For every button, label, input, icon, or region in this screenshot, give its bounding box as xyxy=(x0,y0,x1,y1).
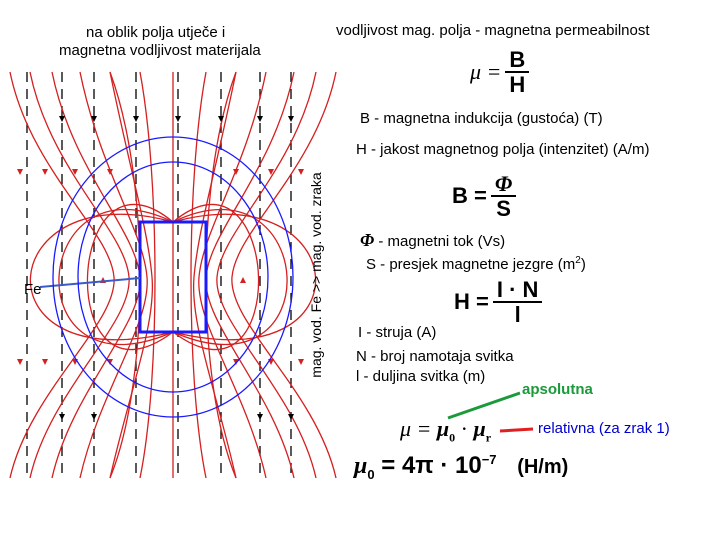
field-arrow xyxy=(59,414,65,420)
mu-r-lhs: μ = xyxy=(400,416,432,441)
field-arrow xyxy=(91,414,97,420)
current-definition: I - struja (A) xyxy=(358,324,437,341)
field-strength-formula xyxy=(454,278,542,326)
b-numerator: Φ xyxy=(491,172,516,197)
field-arrow xyxy=(59,116,65,122)
field-arrow xyxy=(133,116,139,122)
mu0-value-unit: (H/m) xyxy=(517,456,569,478)
h-lhs: H = xyxy=(454,289,489,315)
multiply-dot: · xyxy=(460,416,468,441)
field-line xyxy=(173,210,287,345)
apsolutna-pointer xyxy=(448,393,520,418)
fe-pointer-line xyxy=(40,278,140,287)
field-arrow xyxy=(17,169,23,175)
mur-sub: r xyxy=(485,430,492,445)
field-arrow xyxy=(175,116,181,122)
field-line xyxy=(173,204,259,349)
mu-denominator: H xyxy=(509,72,526,98)
mu-numerator: B xyxy=(505,48,529,73)
permeability-formula xyxy=(470,48,529,96)
b-lhs: B = xyxy=(452,183,487,209)
field-arrow xyxy=(240,277,246,283)
h-definition: H - jakost magnetnog polja (intenzitet) (A/m) xyxy=(356,141,650,158)
mu0-value-exponent: −7 xyxy=(481,452,497,467)
field-line xyxy=(140,72,155,478)
fe-label: Fe xyxy=(24,281,42,298)
phi-definition-text: - magnetni tok (Vs) xyxy=(378,233,506,250)
vacuum-permeability-value xyxy=(354,452,568,482)
field-arrow xyxy=(298,169,304,175)
field-arrow xyxy=(42,169,48,175)
b-denominator: S xyxy=(496,196,511,222)
field-arrow xyxy=(218,116,224,122)
page-title: vodljivost mag. polja - magnetna permeabilnost xyxy=(336,22,650,39)
shape-caption-line1: na oblik polja utječe i xyxy=(86,24,226,41)
turns-definition: N - broj namotaja svitka xyxy=(356,348,514,365)
field-line xyxy=(194,72,236,478)
phi-symbol: Φ xyxy=(360,230,375,250)
mu0-sub: 0 xyxy=(449,430,456,445)
s-definition xyxy=(366,255,586,273)
h-numerator: I · N xyxy=(493,278,543,303)
field-arrow xyxy=(257,116,263,122)
field-arrow xyxy=(17,359,23,365)
mu-lhs: μ = xyxy=(470,59,502,85)
field-arrow xyxy=(288,116,294,122)
s-definition-text: S - presjek magnetne jezgre (m xyxy=(366,256,576,273)
field-arrow xyxy=(42,359,48,365)
field-line xyxy=(87,204,173,349)
mu0-value-sub: 0 xyxy=(367,466,375,482)
mur-symbol: μ xyxy=(473,416,486,441)
flux-density-formula xyxy=(452,172,516,220)
mu0-value-expression: = 4π · 10 xyxy=(381,452,482,479)
mu0-value-symbol: μ xyxy=(354,453,368,479)
absolute-label: apsolutna xyxy=(522,381,593,398)
relativna-pointer xyxy=(500,429,533,431)
b-fraction xyxy=(491,172,516,220)
field-arrow xyxy=(257,414,263,420)
b-definition: B - magnetna indukcija (gustoća) (T) xyxy=(360,110,603,127)
s-definition-sup: 2 xyxy=(575,255,581,266)
mu-fraction xyxy=(505,48,529,96)
field-line xyxy=(191,72,206,478)
s-definition-close: ) xyxy=(580,256,586,273)
phi-definition xyxy=(360,230,505,251)
shape-caption-line2: magnetna vodljivost materijala xyxy=(59,42,261,59)
field-line xyxy=(110,72,152,478)
permeability-comparison-caption: mag. vod. Fe >> mag. vod. zraka xyxy=(308,172,324,378)
relative-label: relativna (za zrak 1) xyxy=(538,420,670,437)
field-arrow xyxy=(298,359,304,365)
mu0-symbol: μ xyxy=(436,416,450,441)
relative-permeability-formula xyxy=(400,416,491,445)
field-line xyxy=(59,210,173,345)
h-fraction xyxy=(493,278,543,326)
h-denominator: l xyxy=(514,302,521,328)
length-definition: l - duljina svitka (m) xyxy=(356,368,486,385)
dashed-reference-lines xyxy=(27,72,291,478)
